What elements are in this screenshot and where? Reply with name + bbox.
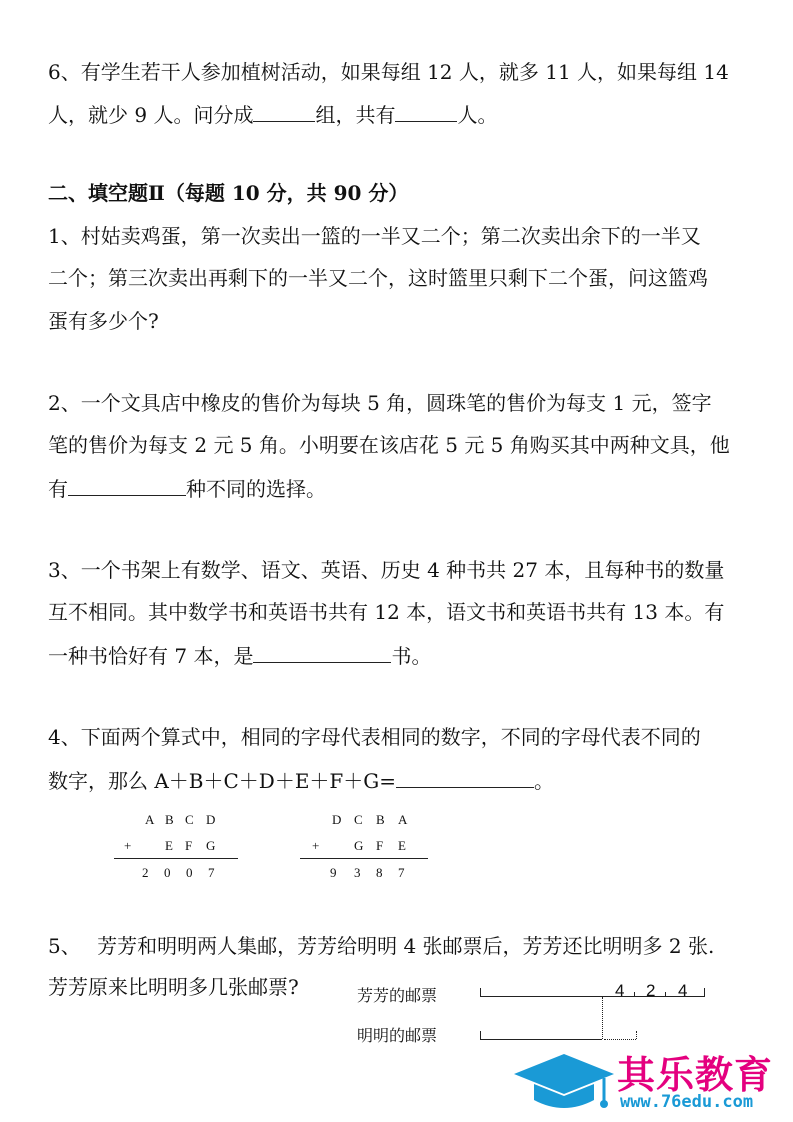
graduation-cap-icon (510, 1048, 616, 1120)
q2-text-a: 有 (48, 477, 68, 501)
logo-name: 其乐教育 (617, 1053, 774, 1097)
fangfang-tick-2 (665, 992, 666, 997)
calc2-op: + (312, 838, 320, 853)
q3-line3 (48, 642, 431, 668)
calc2-r1-0: D (332, 812, 342, 827)
q5-line2: 芳芳原来比明明多几张邮票? (48, 975, 299, 999)
seg-label-2: 2 (646, 981, 656, 1000)
q5-line1: 5、 芳芳和明明两人集邮，芳芳给明明 4 张邮票后，芳芳还比明明多 2 张. (48, 934, 715, 958)
mingming-bar (480, 1031, 602, 1040)
q3-line2: 互不相同。其中数学书和英语书共有 12 本，语文书和英语书共有 13 本。有 (48, 600, 725, 624)
calc2-r2-0: G (354, 838, 364, 853)
logo-url: www.76edu.com (620, 1092, 754, 1112)
calc1-res-1: 0 (164, 865, 171, 880)
q6-line1: 6、有学生若干人参加植树活动，如果每组 12 人，就多 11 人，如果每组 14 (48, 60, 729, 84)
q4-text-a: 数字，那么 A＋B＋C＋D＋E＋F＋G= (48, 769, 397, 793)
q2-line2: 笔的售价为每支 2 元 5 角。小明要在该店花 5 元 5 角购买其中两种文具，他 (48, 433, 730, 457)
calc1-res-3: 7 (208, 865, 215, 880)
mingming-dashed-tick (636, 1031, 637, 1039)
q3-text-a: 一种书恰好有 7 本，是 (48, 644, 254, 668)
calc1-r2-1: F (185, 838, 193, 853)
q3-text-b: 书。 (391, 644, 432, 668)
calc1-r1-3: D (206, 812, 216, 827)
vertical-addition-1 (110, 810, 250, 885)
q1-line1: 1、村姑卖鸡蛋，第一次卖出一篮的一半又二个；第二次卖出余下的一半又 (48, 224, 701, 248)
calc2-r1-3: A (398, 812, 408, 827)
q6-blank-groups[interactable] (253, 101, 315, 122)
fangfang-tick-1 (634, 992, 635, 997)
mingming-dashed-extension (604, 1039, 636, 1040)
calc1-res-2: 0 (186, 865, 193, 880)
calc2-res-3: 7 (398, 865, 405, 880)
q2-line1: 2、一个文具店中橡皮的售价为每块 5 角，圆珠笔的售价为每支 1 元，签字 (48, 391, 712, 415)
calc1-r2-2: G (206, 838, 216, 853)
q4-line1: 4、下面两个算式中，相同的字母代表相同的数字，不同的字母代表不同的 (48, 725, 701, 749)
q2-line3 (48, 475, 326, 501)
calc2-res-1: 3 (354, 865, 361, 880)
calc1-r1-0: A (145, 812, 155, 827)
calc1-op: + (124, 838, 132, 853)
calc2-r2-2: E (398, 838, 406, 853)
q1-line3: 蛋有多少个? (48, 309, 159, 333)
calc1-r1-2: C (185, 812, 194, 827)
calc2-rule (300, 858, 428, 859)
q4-line2 (48, 767, 554, 793)
q1-line2: 二个；第三次卖出再剩下的一半又二个，这时篮里只剩下二个蛋，问这篮鸡 (48, 266, 708, 290)
q6-text-b: 组，共有 (315, 103, 396, 127)
calc2-r1-2: B (376, 812, 385, 827)
q6-blank-people[interactable] (395, 101, 457, 122)
seg-label-3: 4 (678, 981, 688, 1000)
calc1-res-0: 2 (142, 865, 149, 880)
mingming-tick-start (480, 1031, 481, 1039)
calc2-r2-1: F (376, 838, 384, 853)
calc2-res-0: 9 (330, 865, 337, 880)
calc1-r1-1: B (165, 812, 174, 827)
seg-label-1: 4 (615, 981, 625, 1000)
compare-dashed-line (602, 997, 603, 1039)
q6-line2 (48, 101, 497, 127)
q3-line1: 3、一个书架上有数学、语文、英语、历史 4 种书共 27 本，且每种书的数量 (48, 558, 725, 582)
calc1-r2-0: E (165, 838, 173, 853)
label-fangfang: 芳芳的邮票 (357, 986, 438, 1005)
label-mingming: 明明的邮票 (357, 1026, 438, 1045)
q3-blank[interactable] (253, 642, 391, 663)
q4-blank[interactable] (396, 767, 534, 788)
fangfang-bar (480, 988, 705, 997)
calc2-res-2: 8 (376, 865, 383, 880)
calc1-rule (114, 858, 238, 859)
fangfang-tick-start (480, 988, 481, 996)
q2-blank[interactable] (68, 475, 186, 496)
q4-text-b: 。 (534, 769, 555, 793)
q2-text-b: 种不同的选择。 (186, 477, 326, 501)
section-heading: 二、填空题Ⅱ（每题 10 分，共 90 分） (48, 181, 409, 205)
q6-text-a: 人，就少 9 人。问分成 (48, 103, 254, 127)
calc2-r1-1: C (354, 812, 363, 827)
vertical-addition-2 (298, 810, 438, 885)
q6-text-c: 人。 (457, 103, 498, 127)
fangfang-tick-end (704, 988, 705, 996)
